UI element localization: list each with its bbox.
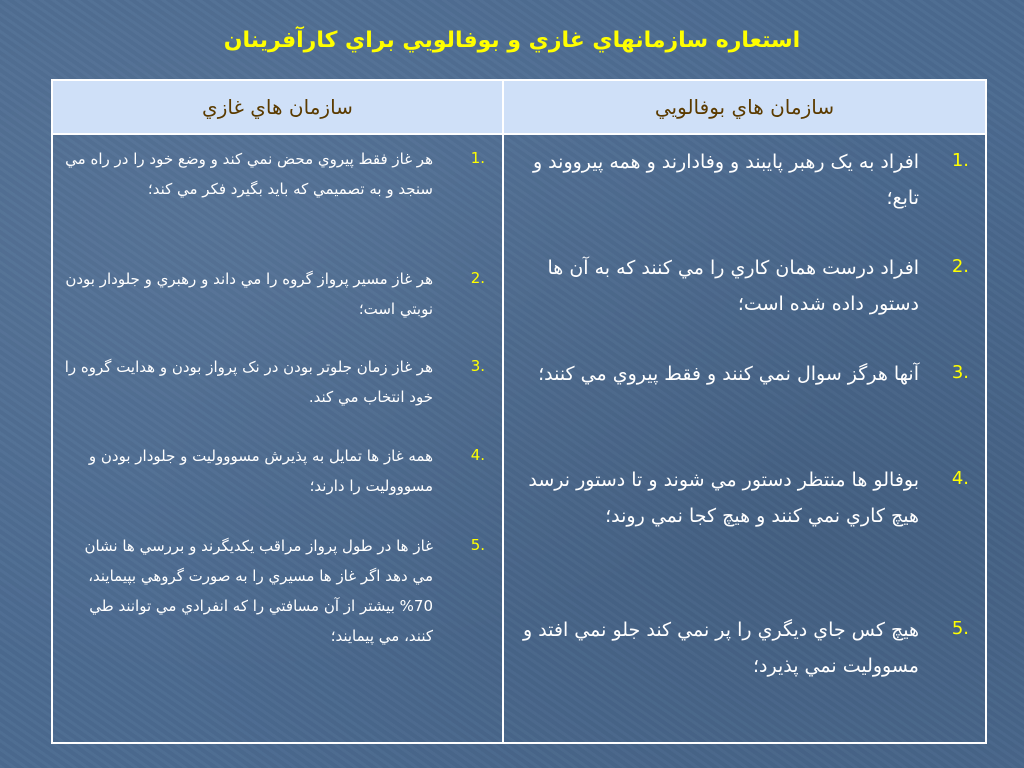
- goose-item: همه غاز ها تمايل به پذيرش مسوووليت و جلودار بودن و مسوووليت را دارند؛: [88, 447, 433, 495]
- table-header-row: [53, 81, 985, 135]
- buffalo-item: افراد درست همان كاري را مي كنند كه به آن ها دستور داده شده است؛: [547, 257, 919, 315]
- goose-item-number: 2.: [470, 269, 485, 287]
- goose-item-number: 4.: [470, 446, 485, 464]
- buffalo-item: افراد به يک رهبر پايبند و وفادارند و همه پيرووند و تابع؛: [532, 151, 919, 209]
- buffalo-item: آنها هرگز سوال نمي كنند و فقط پيروي مي كنند؛: [538, 363, 919, 385]
- comparison-table: [51, 79, 987, 744]
- buffalo-item: هيچ كس جاي ديگري را پر نمي كند جلو نمي افتد و مسووليت نمي پذيرد؛: [522, 619, 919, 677]
- header-goose-organizations: سازمان هاي غازي: [202, 95, 353, 119]
- buffalo-item-number: 2.: [951, 256, 969, 277]
- buffalo-item-number: 3.: [951, 362, 969, 383]
- goose-item-number: 1.: [470, 149, 485, 167]
- buffalo-item: بوفالو ها منتظر دستور مي شوند و تا دستور نرسد هيچ كاري نمي كنند و هيچ كجا نمي روند؛: [528, 469, 919, 527]
- slide-title: استعاره سازمانهاي غازي و بوفالويي براي كارآفرينان: [223, 28, 801, 53]
- goose-item: هر غاز مسير پرواز گروه را مي داند و رهبري و جلودار بودن نوبتي است؛: [65, 270, 433, 318]
- buffalo-item-number: 4.: [951, 468, 969, 489]
- goose-item: هر غاز فقط پيروي محض نمي كند و وضع خود را در راه مي سنجد و به تصميمي كه بايد بگيرد فكر مي كند؛: [65, 150, 433, 198]
- column-divider: [502, 81, 504, 742]
- buffalo-item-number: 5.: [951, 618, 969, 639]
- buffalo-item-number: 1.: [951, 150, 969, 171]
- goose-item-number: 5.: [470, 536, 485, 554]
- goose-item: هر غاز زمان جلوتر بودن در نک پرواز بودن و هدايت گروه را خود انتخاب مي كند.: [64, 358, 433, 406]
- goose-item-number: 3.: [470, 357, 485, 375]
- goose-item: غاز ها در طول پرواز مراقب يكديگرند و بررسي ها نشان مي دهد اگر غاز ها مسيري را به صورت گروهي بپيمايند، 70% بيشتر از آن مسافتي را كه انفرادي مي توانند طي كنند، مي پيمايند؛: [84, 537, 433, 645]
- header-buffalo-organizations: سازمان هاي بوفالويي: [654, 95, 835, 119]
